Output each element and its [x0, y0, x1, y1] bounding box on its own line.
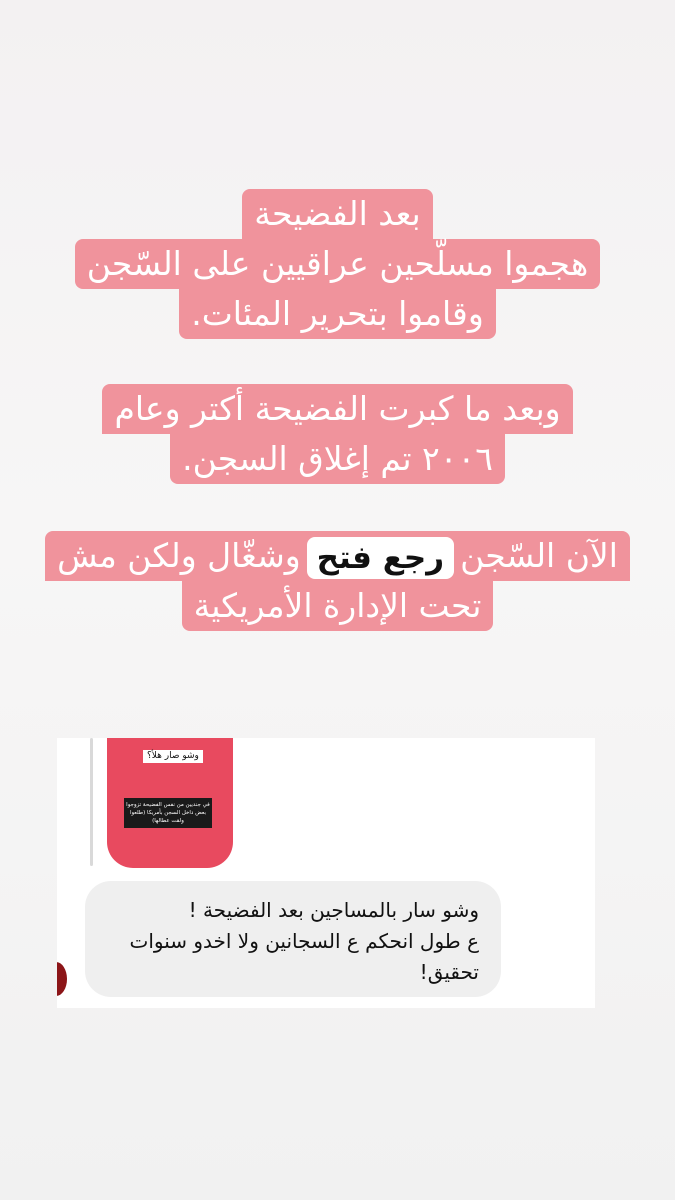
story-paragraph-3 [0, 531, 675, 631]
sender-avatar[interactable] [57, 962, 67, 996]
story-line-start: الآن السّجن [460, 536, 618, 575]
message-bubble[interactable] [85, 881, 501, 997]
story-line [45, 531, 630, 581]
story-paragraph-1 [0, 189, 675, 339]
highlight-sticker: رجع فتح [307, 537, 454, 579]
story-paragraph-2 [0, 384, 675, 484]
message-line: وشو سار بالمساجين بعد الفضيحة ! [188, 898, 479, 922]
story-line-end: وشغّال ولكن مش [57, 536, 301, 575]
story-line: هجموا مسلّحين عراقيين على السّجن [75, 239, 600, 289]
reply-indicator-bar [90, 738, 93, 866]
story-line: تحت الإدارة الأمريكية [182, 581, 494, 631]
thumbnail-caption: في جنديين من نفس الفضيحة تزوجوا بعض داخل السجن بأمريكا (طلعوا ولقت عطالها) [124, 798, 212, 828]
story-line: وقاموا بتحرير المئات. [179, 289, 496, 339]
replied-story-thumbnail[interactable] [107, 738, 233, 868]
story-line: وبعد ما كبرت الفضيحة أكتر وعام [102, 384, 572, 434]
dm-screenshot [57, 738, 595, 1008]
story-line: بعد الفضيحة [242, 189, 432, 239]
thumbnail-question: وشو صار هلأ؟ [143, 750, 203, 763]
story-line: ٢٠٠٦ تم إغلاق السجن. [170, 434, 505, 484]
message-line: تحقيق! [419, 960, 479, 984]
message-line: ع طول انحكم ع السجانين ولا اخدو سنوات [129, 929, 479, 953]
